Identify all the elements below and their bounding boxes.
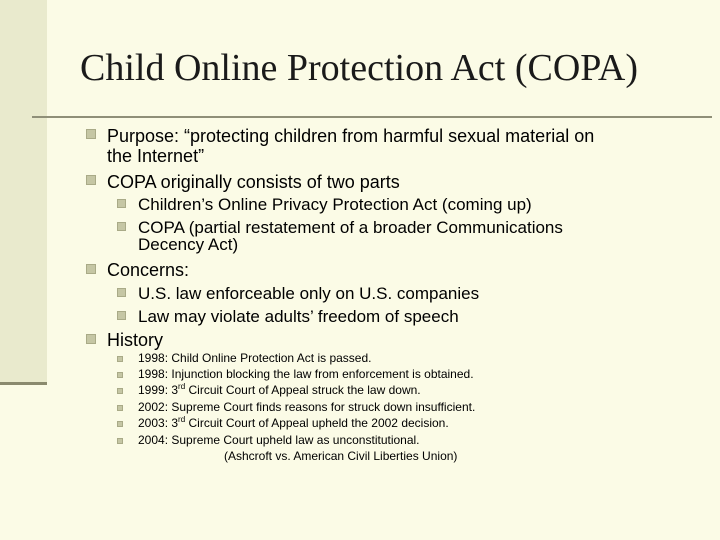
band-divider bbox=[0, 382, 47, 385]
bullet-copa-part2-line2: Decency Act) bbox=[138, 235, 239, 254]
bullet-square-icon bbox=[117, 311, 126, 320]
bullet-square-icon bbox=[86, 129, 96, 139]
bullet-square-icon bbox=[86, 175, 96, 185]
bullet-square-icon bbox=[86, 264, 96, 274]
bullet-concern2: Law may violate adults’ freedom of speech bbox=[138, 307, 459, 326]
bullet-copa-part2-line1: COPA (partial restatement of a broader Communications bbox=[138, 218, 563, 237]
bullet-square-icon bbox=[117, 356, 123, 362]
history-item-5-pre: 2003: 3 bbox=[138, 416, 179, 430]
history-item-3-pre: 1999: 3 bbox=[138, 383, 179, 397]
title-divider bbox=[32, 116, 712, 118]
bullet-purpose-line1: Purpose: “protecting children from harmful sexual material on bbox=[107, 126, 595, 146]
history-item-2: 1998: Injunction blocking the law from enforcement is obtained. bbox=[138, 367, 474, 381]
slide-title: Child Online Protection Act (COPA) bbox=[80, 47, 639, 89]
history-item-6-line1: 2004: Supreme Court upheld law as unconstitutional. bbox=[138, 433, 420, 447]
bullet-square-icon bbox=[117, 388, 123, 394]
bullet-copa-part1: Children’s Online Privacy Protection Act (coming up) bbox=[138, 195, 532, 214]
history-item-3 bbox=[138, 384, 421, 397]
bullet-copa-parts: COPA originally consists of two parts bbox=[107, 172, 400, 192]
history-item-5-post: Circuit Court of Appeal upheld the 2002 decision. bbox=[185, 416, 449, 430]
history-item-6-line2: (Ashcroft vs. American Civil Liberties Union) bbox=[224, 449, 458, 463]
history-item-3-sup: rd bbox=[178, 382, 186, 391]
bullet-square-icon bbox=[117, 421, 123, 427]
bullet-concerns: Concerns: bbox=[107, 260, 190, 280]
bullet-square-icon bbox=[86, 334, 96, 344]
bullet-concern1: U.S. law enforceable only on U.S. companies bbox=[138, 284, 480, 303]
bullet-history: History bbox=[107, 330, 164, 350]
bullet-square-icon bbox=[117, 199, 126, 208]
history-item-5-sup: rd bbox=[178, 415, 186, 424]
bullet-square-icon bbox=[117, 405, 123, 411]
history-item-3-post: Circuit Court of Appeal struck the law down. bbox=[185, 383, 421, 397]
bullet-square-icon bbox=[117, 438, 123, 444]
history-item-4: 2002: Supreme Court finds reasons for struck down insufficient. bbox=[138, 400, 476, 414]
history-item-1: 1998: Child Online Protection Act is passed. bbox=[138, 351, 372, 365]
left-decorative-band bbox=[0, 0, 47, 382]
bullet-square-icon bbox=[117, 222, 126, 231]
bullet-square-icon bbox=[117, 372, 123, 378]
bullet-purpose-line2: the Internet” bbox=[107, 146, 205, 166]
bullet-square-icon bbox=[117, 288, 126, 297]
history-item-5 bbox=[138, 417, 449, 430]
